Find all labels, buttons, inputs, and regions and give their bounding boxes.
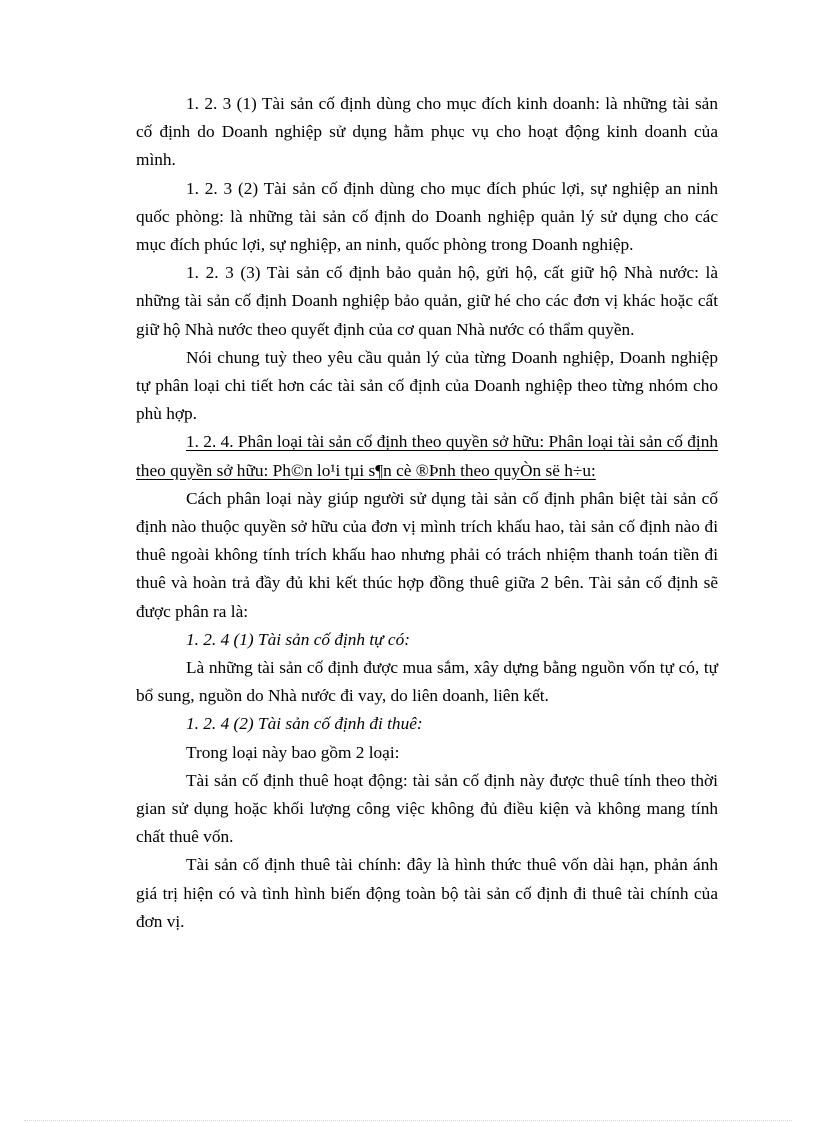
subheading-1-2-4-2: 1. 2. 4 (2) Tài sản cố định đi thuê: — [186, 714, 423, 734]
paragraph-classification-intro: Cách phân loại này giúp người sử dụng tài sản cố định phân biệt tài sản cố định nào thuộc quyền sở hữu của đơn vị mình trích khấu hao, tài sản cố định nào đi thuê ngoài không tính trích khấu hao nhưng phải có trách nhiệm thanh toán tiền đi thuê và hoàn trả đầy đủ khi kết thúc hợp đồng thuê giữa 2 bên. Tài sản cố định sẽ được phân ra là: — [136, 488, 718, 621]
paragraph-1-2-3-2: 1. 2. 3 (2) Tài sản cố định dùng cho mục đích phúc lợi, sự nghiệp an ninh quốc phòng: là những tài sản cố định do Doanh nghiệp quản lý sử dụng cho các mục đích phúc lợi, sự nghiệp, an ninh, quốc phòng trong Doanh nghiệp. — [136, 178, 718, 255]
paragraph-summary: Nói chung tuỳ theo yêu cầu quản lý của từng Doanh nghiệp, Doanh nghiệp tự phân loại chi tiết hơn các tài sản cố định của Doanh nghiệp theo từng nhóm cho phù hợp. — [136, 347, 718, 424]
subheading-1-2-4-1: 1. 2. 4 (1) Tài sản cố định tự có: — [186, 629, 410, 649]
paragraph-leased-types: Trong loại này bao gồm 2 loại: — [186, 742, 400, 762]
paragraph-operating-lease: Tài sản cố định thuê hoạt động: tài sản cố định này được thuê tính theo thời gian sử dụng hoặc khối lượng công việc không đủ điều kiện và không mang tính chất thuê vốn. — [136, 770, 718, 847]
paragraph-1-2-3-1: 1. 2. 3 (1) Tài sản cố định dùng cho mục đích kinh doanh: là những tài sản cố định do Doanh nghiệp sử dụng hằm phục vụ cho hoạt động kinh doanh của mình. — [136, 94, 718, 170]
section-heading-1-2-4: 1. 2. 4. Phân loại tài sản cố định theo quyền sở hữu: Phân loại tài sản cố định theo quyền sở hữu: Ph©n lo¹i tµi s¶n cè ®Þnh theo quyÒn së h÷u: — [136, 432, 718, 480]
paragraph-owned-assets: Là những tài sản cố định được mua sắm, xây dựng bằng nguồn vốn tự có, tự bổ sung, nguồn do Nhà nước đi vay, do liên doanh, liên kết. — [136, 658, 718, 706]
paragraph-1-2-3-3: 1. 2. 3 (3) Tài sản cố định bảo quản hộ, gửi hộ, cất giữ hộ Nhà nước: là những tài sản cố định Doanh nghiệp bảo quản, giữ hé cho các đơn vị khác hoặc cất giữ hộ Nhà nước theo quyết định của cơ quan Nhà nước có thẩm quyền. — [136, 263, 718, 339]
paragraph-finance-lease: Tài sản cố định thuê tài chính: đây là hình thức thuê vốn dài hạn, phản ánh giá trị hiện có và tình hình biến động toàn bộ tài sản cố định đi thuê tài chính của đơn vị. — [136, 855, 718, 931]
document-page — [136, 90, 718, 936]
page-bottom-divider — [24, 1120, 792, 1121]
